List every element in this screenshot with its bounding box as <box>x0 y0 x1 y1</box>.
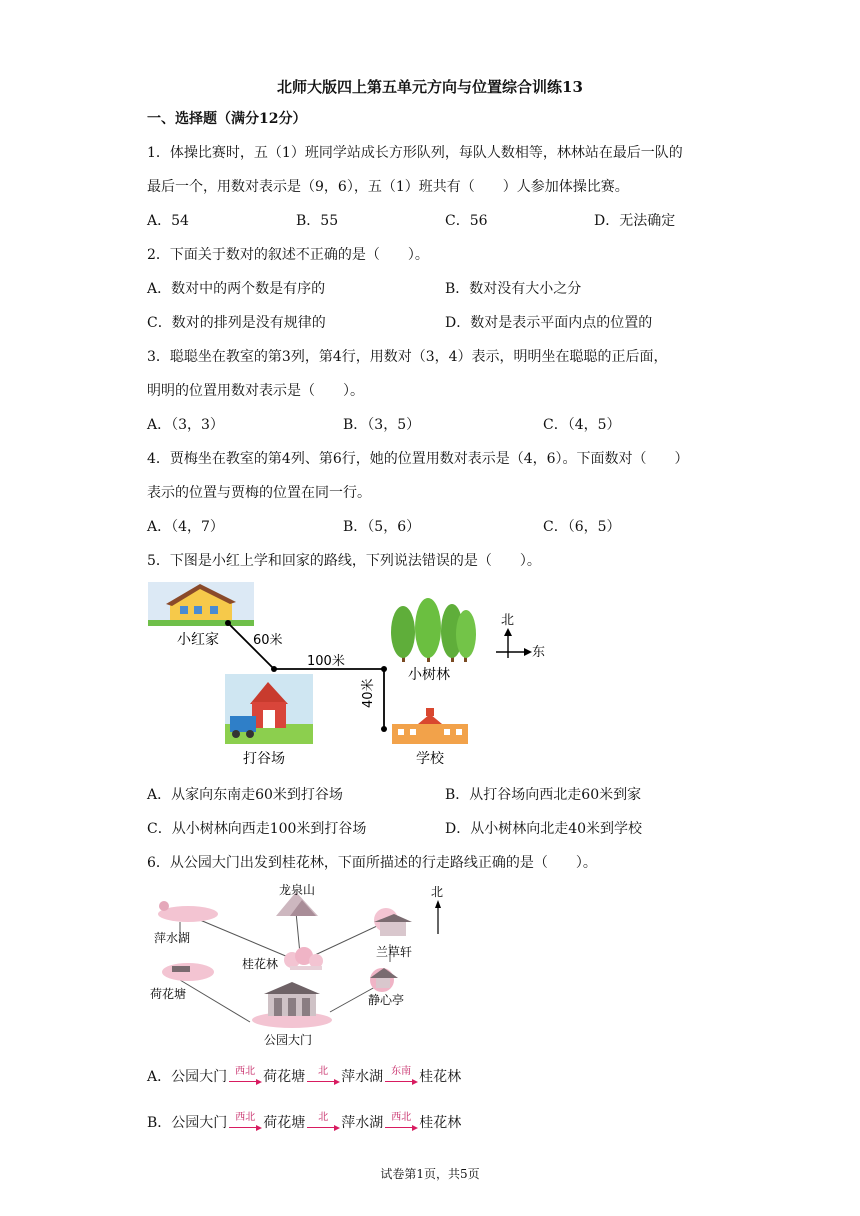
option-b-stop-3: 萍水湖 <box>341 1115 384 1131</box>
q6-option-a[interactable] <box>147 1066 461 1086</box>
lake-label: 萍水湖 <box>154 931 191 945</box>
q3-text-line2: 明明的位置用数对表示是（ ）。 <box>147 383 364 399</box>
house-icon <box>148 582 254 626</box>
option-a-prefix: A． <box>147 1069 172 1085</box>
lake-icon <box>158 901 218 922</box>
option-a-stop-2: 荷花塘 <box>263 1069 306 1085</box>
arrow-label: 东南 <box>391 1066 412 1077</box>
q1-option-d[interactable]: D．无法确定 <box>594 213 676 229</box>
q2-option-a[interactable]: A．数对中的两个数是有序的 <box>147 281 326 297</box>
option-a-stop-4: 桂花林 <box>419 1069 462 1085</box>
q2-option-c[interactable]: C．数对的排列是没有规律的 <box>147 315 326 331</box>
route-arrow-icon <box>384 1112 418 1132</box>
page-title: 北师大版四上第五单元方向与位置综合训练13 <box>277 78 583 96</box>
home-label: 小红家 <box>177 632 219 648</box>
q2-option-b[interactable]: B．数对没有大小之分 <box>445 281 582 297</box>
q1-option-b[interactable]: B．55 <box>296 213 339 229</box>
north-arrow-icon <box>435 900 441 934</box>
q3-text-line1: 3．聪聪坐在教室的第3列，第4行，用数对（3，4）表示，明明坐在聪聪的正后面， <box>147 349 668 365</box>
q3-option-c[interactable]: C．（4，5） <box>543 417 621 433</box>
pavilion-label: 兰草轩 <box>376 945 413 959</box>
lotus-label: 荷花塘 <box>150 987 187 1001</box>
osmanthus-label: 桂花林 <box>242 957 279 971</box>
q1-option-c[interactable]: C．56 <box>445 213 488 229</box>
q5-option-d[interactable]: D．从小树林向北走40米到学校 <box>445 821 643 837</box>
route-arrow-icon <box>306 1112 340 1132</box>
q2-option-d[interactable]: D．数对是表示平面内点的位置的 <box>445 315 653 331</box>
gate-label: 公园大门 <box>264 1033 313 1047</box>
q1-text-line1: 1．体操比赛时，五（1）班同学站成长方形队列，每队人数相等，林林站在最后一队的 <box>147 145 683 161</box>
q6-option-b[interactable] <box>147 1112 461 1132</box>
q5-option-b[interactable]: B．从打谷场向西北走60米到家 <box>445 787 642 803</box>
grove-icon <box>284 947 323 970</box>
q3-option-b[interactable]: B．（3，5） <box>343 417 421 433</box>
option-b-prefix: B． <box>147 1115 172 1131</box>
school-label: 学校 <box>416 751 444 767</box>
park-north-label: 北 <box>431 885 444 899</box>
arrow-label: 西北 <box>235 1066 256 1077</box>
kiosk-icon <box>370 968 398 992</box>
arrow-label: 北 <box>318 1112 329 1123</box>
q6-text: 6．从公园大门出发到桂花林，下面所描述的行走路线正确的是（ ）。 <box>147 855 597 871</box>
option-b-stop-1: 公园大门 <box>171 1115 228 1131</box>
east-label: 东 <box>532 645 546 660</box>
q4-option-a[interactable]: A．（4，7） <box>147 519 224 535</box>
pavilion-icon <box>374 908 412 936</box>
mountain-label: 龙泉山 <box>279 883 316 897</box>
q4-text-line1: 4．贾梅坐在教室的第4列、第6行，她的位置用数对表示是（4，6）。下面数对（ ） <box>147 451 689 467</box>
field-label: 打谷场 <box>243 751 285 767</box>
pond-icon <box>162 963 214 981</box>
route-arrow-icon <box>228 1066 262 1086</box>
distance-60: 60米 <box>253 633 283 648</box>
option-b-stop-4: 桂花林 <box>419 1115 462 1131</box>
q2-text: 2．下面关于数对的叙述不正确的是（ ）。 <box>147 247 429 263</box>
q5-option-a[interactable]: A．从家向东南走60米到打谷场 <box>147 787 343 803</box>
section-heading: 一、选择题（满分12分） <box>147 111 307 127</box>
north-label: 北 <box>501 613 515 628</box>
q5-option-c[interactable]: C．从小树林向西走100米到打谷场 <box>147 821 367 837</box>
tree-icon <box>391 598 476 662</box>
route-map <box>140 576 560 771</box>
q4-text-line2: 表示的位置与贾梅的位置在同一行。 <box>147 485 371 501</box>
route-arrow-icon <box>228 1112 262 1132</box>
q4-option-b[interactable]: B．（5，6） <box>343 519 421 535</box>
forest-label: 小树林 <box>408 667 450 683</box>
barn-icon <box>225 674 313 744</box>
q4-option-c[interactable]: C．（6，5） <box>543 519 621 535</box>
page-footer: 试卷第1页，共5页 <box>380 1167 480 1181</box>
arrow-label: 西北 <box>391 1112 412 1123</box>
option-a-stop-1: 公园大门 <box>171 1069 228 1085</box>
q1-text-line2: 最后一个，用数对表示是（9，6），五（1）班共有（ ）人参加体操比赛。 <box>147 179 629 195</box>
option-b-stop-2: 荷花塘 <box>263 1115 306 1131</box>
arrow-label: 西北 <box>235 1112 256 1123</box>
q3-option-a[interactable]: A．（3，3） <box>147 417 224 433</box>
arrow-label: 北 <box>318 1066 329 1077</box>
school-icon <box>392 708 468 744</box>
kiosk-label: 静心亭 <box>368 993 405 1007</box>
compass-icon <box>496 628 532 658</box>
option-a-stop-3: 萍水湖 <box>341 1069 384 1085</box>
distance-40: 40米 <box>361 678 376 708</box>
gate-icon <box>252 982 332 1028</box>
park-map <box>150 882 450 1052</box>
route-arrow-icon <box>384 1066 418 1086</box>
q5-text: 5．下图是小红上学和回家的路线，下列说法错误的是（ ）。 <box>147 553 541 569</box>
distance-100: 100米 <box>307 654 345 669</box>
q1-option-a[interactable]: A．54 <box>147 213 189 229</box>
route-arrow-icon <box>306 1066 340 1086</box>
